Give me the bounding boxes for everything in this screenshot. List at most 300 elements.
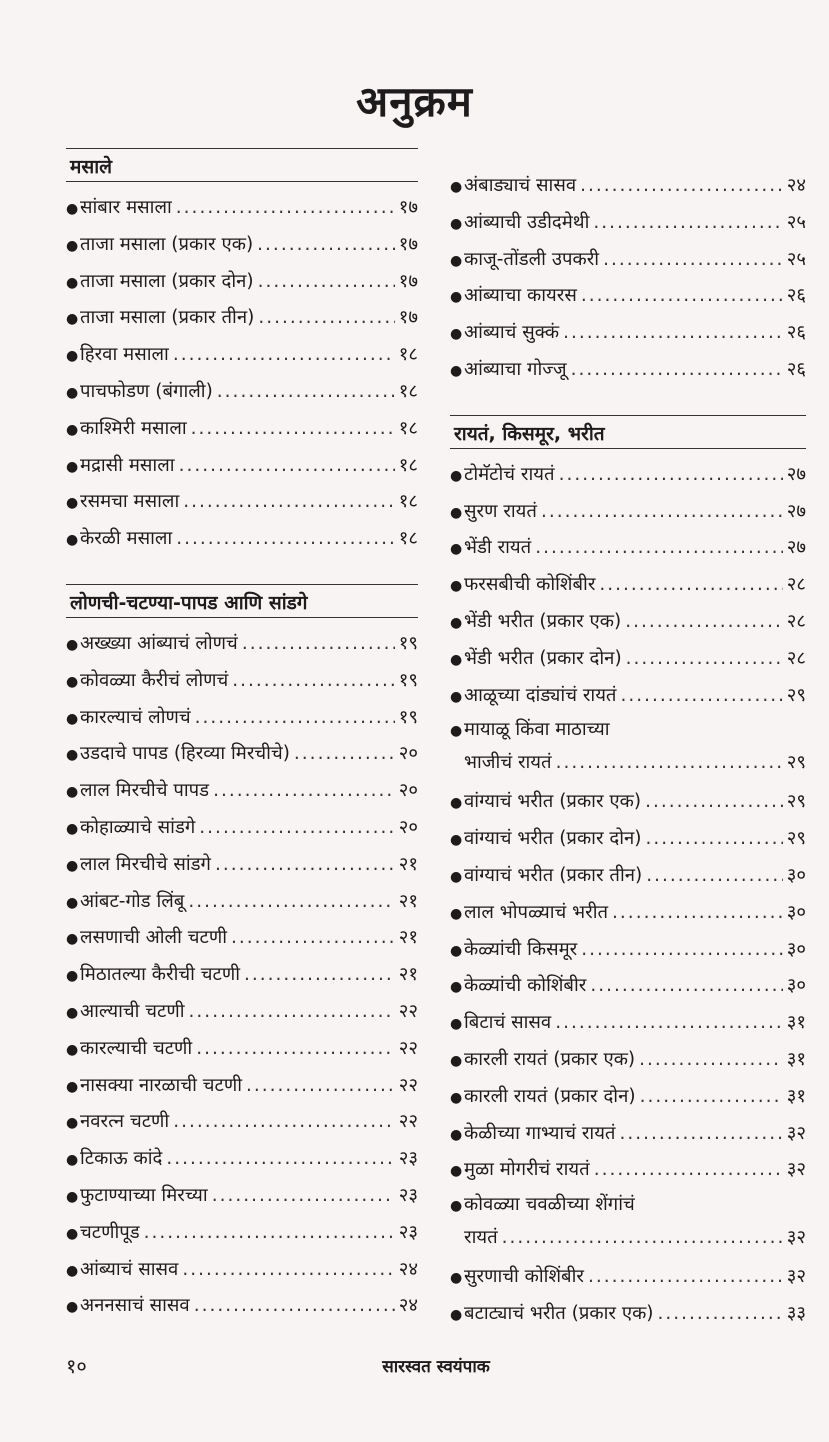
dot-leader bbox=[244, 957, 395, 994]
toc-entry[interactable] bbox=[450, 1152, 806, 1189]
toc-entry[interactable] bbox=[66, 448, 418, 485]
toc-entry[interactable] bbox=[66, 337, 418, 374]
entry-page-number: १८ bbox=[398, 454, 418, 476]
bullet-icon: ● bbox=[450, 905, 463, 922]
entry-title: फुटाण्याच्या मिरच्या bbox=[80, 1184, 208, 1206]
right-column bbox=[450, 168, 806, 1333]
entry-page-number: २५ bbox=[786, 211, 806, 233]
dot-leader bbox=[581, 278, 783, 315]
toc-entry[interactable] bbox=[66, 484, 418, 521]
entry-page-number: १७ bbox=[398, 233, 418, 255]
toc-entry[interactable] bbox=[450, 1005, 806, 1042]
entry-page-number: ३१ bbox=[786, 1085, 806, 1107]
entry-title: कोहाळ्याचे सांडगे bbox=[80, 816, 196, 838]
section-spacer bbox=[66, 558, 418, 584]
bullet-icon: ● bbox=[66, 1188, 79, 1205]
toc-entry[interactable] bbox=[450, 1189, 806, 1259]
entry-title: नवरत्न चटणी bbox=[80, 1111, 170, 1133]
dot-leader bbox=[217, 374, 395, 411]
left-column bbox=[66, 148, 418, 1325]
entry-title: केळीच्या गाभ्याचं रायतं bbox=[464, 1122, 616, 1144]
dot-leader bbox=[194, 1288, 395, 1325]
bullet-icon: ● bbox=[66, 636, 79, 653]
toc-entry[interactable] bbox=[450, 530, 806, 567]
entry-title: बटाट्याचं भरीत (प्रकार एक) bbox=[464, 1302, 654, 1324]
dot-leader bbox=[646, 858, 783, 895]
entry-title: सुरणाची कोशिंबीर bbox=[464, 1266, 584, 1288]
bullet-icon: ● bbox=[66, 348, 79, 365]
entry-title: आंब्याची उडीदमेथी bbox=[464, 211, 590, 233]
entry-page-number: १८ bbox=[398, 380, 418, 402]
entry-title-continued: रायतं bbox=[464, 1227, 498, 1249]
entry-title: मुळा मोगरीचं रायतं bbox=[464, 1159, 590, 1181]
toc-entry[interactable] bbox=[66, 1288, 418, 1325]
book-title: सारस्वत स्वयंपाक bbox=[382, 1357, 490, 1377]
bullet-icon: ● bbox=[450, 1052, 463, 1069]
bullet-icon: ● bbox=[66, 1262, 79, 1279]
entry-title: लाल भोपळ्याचं भरीत bbox=[464, 901, 609, 923]
dot-leader bbox=[555, 1005, 783, 1042]
toc-entry[interactable] bbox=[450, 858, 806, 895]
toc-entry[interactable] bbox=[66, 374, 418, 411]
entry-page-number: २३ bbox=[398, 1148, 418, 1170]
entry-title: पाचफोडण (बंगाली) bbox=[80, 380, 213, 402]
entry-title: कोवळ्या कैरीचं लोणचं bbox=[80, 669, 229, 691]
entry-page-number: २८ bbox=[786, 647, 806, 669]
entry-title: उडदाचे पापड (हिरव्या मिरचीचे) bbox=[80, 743, 290, 765]
entry-page-number: २३ bbox=[398, 1221, 418, 1243]
entry-page-number: १९ bbox=[398, 632, 418, 654]
bullet-icon: ● bbox=[66, 532, 79, 549]
page-number: १० bbox=[66, 1354, 87, 1378]
bullet-icon: ● bbox=[450, 578, 463, 595]
entry-title: केळ्यांची किसमूर bbox=[464, 938, 578, 960]
dot-leader bbox=[646, 821, 783, 858]
bullet-icon: ● bbox=[450, 326, 463, 343]
dot-leader bbox=[603, 242, 783, 279]
bullet-icon: ● bbox=[66, 1004, 79, 1021]
page-title: अनुक्रम bbox=[356, 77, 473, 126]
entry-title: हिरवा मसाला bbox=[80, 344, 169, 366]
entry-title: भेंडी भरीत (प्रकार एक) bbox=[464, 610, 622, 632]
dot-leader bbox=[556, 747, 783, 779]
entry-page-number: २४ bbox=[398, 1295, 418, 1317]
entry-page-number: २८ bbox=[786, 574, 806, 596]
entry-title: केरळी मसाला bbox=[80, 528, 173, 550]
toc-entry[interactable] bbox=[66, 700, 418, 737]
toc-entry[interactable] bbox=[450, 784, 806, 821]
toc-entry[interactable] bbox=[450, 678, 806, 715]
toc-entry[interactable] bbox=[450, 205, 806, 242]
toc-entry[interactable] bbox=[450, 168, 806, 205]
bullet-icon: ● bbox=[66, 1299, 79, 1316]
bullet-icon: ● bbox=[66, 311, 79, 328]
bullet-icon: ● bbox=[66, 495, 79, 512]
entry-title: आंब्याचं सासव bbox=[80, 1258, 179, 1280]
bullet-icon: ● bbox=[66, 931, 79, 948]
bullet-icon: ● bbox=[450, 688, 463, 705]
entry-page-number: २१ bbox=[398, 890, 418, 912]
entry-page-number: २९ bbox=[786, 752, 806, 774]
entry-page-number: ३० bbox=[786, 864, 806, 886]
dot-leader bbox=[620, 678, 782, 715]
entry-title: आंब्याचं सुक्कं bbox=[464, 322, 560, 344]
entry-title: आंब्याचा कायरस bbox=[464, 285, 577, 307]
dot-leader bbox=[195, 700, 395, 737]
entry-page-number: २० bbox=[398, 780, 418, 802]
dot-leader bbox=[619, 1116, 782, 1153]
toc-entry[interactable] bbox=[450, 895, 806, 932]
entry-page-number: ३२ bbox=[786, 1159, 806, 1181]
bullet-icon: ● bbox=[450, 1016, 463, 1033]
dot-leader bbox=[212, 1178, 395, 1215]
dot-leader bbox=[593, 205, 782, 242]
dot-leader bbox=[645, 784, 783, 821]
dot-leader bbox=[189, 994, 395, 1031]
entry-title: सांबार मसाला bbox=[80, 197, 172, 218]
bullet-icon: ● bbox=[450, 1270, 463, 1287]
bullet-icon: ● bbox=[66, 458, 79, 475]
bullet-icon: ● bbox=[66, 820, 79, 837]
bullet-icon: ● bbox=[450, 614, 463, 631]
toc-entry[interactable] bbox=[66, 264, 418, 301]
toc-entry[interactable] bbox=[66, 773, 418, 810]
dot-leader bbox=[173, 1104, 395, 1141]
toc-entry[interactable] bbox=[450, 1259, 806, 1296]
entry-title: रसमचा मसाला bbox=[80, 491, 180, 513]
toc-entry[interactable] bbox=[66, 847, 418, 884]
bullet-icon: ● bbox=[450, 832, 463, 849]
entry-page-number: १७ bbox=[398, 307, 418, 329]
dot-leader bbox=[625, 604, 783, 641]
entry-title: काश्मिरी मसाला bbox=[80, 417, 187, 439]
bullet-icon: ● bbox=[450, 1163, 463, 1180]
entry-page-number: २२ bbox=[398, 1037, 418, 1059]
dot-leader bbox=[258, 264, 395, 301]
dot-leader bbox=[182, 1252, 394, 1289]
dot-leader bbox=[559, 457, 783, 494]
entry-page-number: २९ bbox=[786, 828, 806, 850]
bullet-icon: ● bbox=[66, 857, 79, 874]
dot-leader bbox=[246, 1068, 395, 1105]
entry-title: मद्रासी मसाला bbox=[80, 454, 175, 476]
toc-entry[interactable] bbox=[66, 1215, 418, 1252]
section-heading: रायतं, किसमूर, भरीत bbox=[450, 416, 806, 449]
entry-title: काजू-तोंडली उपकरी bbox=[464, 248, 600, 270]
entry-title: कारल्याचं लोणचं bbox=[80, 706, 191, 728]
dot-leader bbox=[213, 773, 395, 810]
dot-leader bbox=[191, 411, 395, 448]
bullet-icon: ● bbox=[66, 1115, 79, 1132]
dot-leader bbox=[188, 884, 394, 921]
toc-entry[interactable] bbox=[450, 1079, 806, 1116]
entry-page-number: २२ bbox=[398, 1074, 418, 1096]
toc-entry[interactable] bbox=[450, 968, 806, 1005]
bullet-icon: ● bbox=[66, 747, 79, 764]
toc-entry[interactable] bbox=[450, 932, 806, 969]
dot-leader bbox=[626, 641, 783, 678]
dot-leader bbox=[176, 190, 395, 227]
entry-page-number: २१ bbox=[398, 927, 418, 949]
entry-page-number: ३० bbox=[786, 975, 806, 997]
toc-entry[interactable] bbox=[66, 521, 418, 558]
entry-title: आल्याची चटणी bbox=[80, 1000, 185, 1022]
toc-entry[interactable] bbox=[66, 227, 418, 264]
bullet-icon: ● bbox=[450, 1089, 463, 1106]
toc-entry[interactable] bbox=[450, 352, 806, 389]
toc-entry[interactable] bbox=[66, 190, 418, 227]
bullet-icon: ● bbox=[66, 968, 79, 985]
bullet-icon: ● bbox=[450, 289, 463, 306]
toc-entry[interactable] bbox=[66, 1104, 418, 1141]
dot-leader bbox=[541, 494, 783, 531]
bullet-icon: ● bbox=[450, 795, 463, 812]
bullet-icon: ● bbox=[66, 274, 79, 291]
entry-page-number: ३२ bbox=[786, 1227, 806, 1249]
dot-leader bbox=[590, 968, 782, 1005]
entry-title: कारली रायतं (प्रकार दोन) bbox=[464, 1085, 636, 1107]
toc-entry[interactable] bbox=[66, 300, 418, 337]
toc-entry-line bbox=[450, 1189, 806, 1222]
bullet-icon: ● bbox=[450, 942, 463, 959]
dot-leader bbox=[580, 168, 783, 205]
entry-page-number: २६ bbox=[786, 285, 806, 307]
dot-leader bbox=[144, 1215, 395, 1252]
bullet-icon: ● bbox=[450, 215, 463, 232]
entry-title: लाल मिरचीचे सांडगे bbox=[80, 853, 211, 875]
dot-leader bbox=[294, 736, 395, 773]
toc-entry[interactable] bbox=[450, 242, 806, 279]
entry-page-number: २६ bbox=[786, 358, 806, 380]
bullet-icon: ● bbox=[450, 868, 463, 885]
bullet-icon: ● bbox=[450, 723, 463, 740]
dot-leader bbox=[612, 895, 783, 932]
entry-title: ताजा मसाला (प्रकार एक) bbox=[80, 233, 254, 255]
dot-leader bbox=[257, 227, 395, 264]
entry-page-number: २७ bbox=[786, 537, 806, 559]
bullet-icon: ● bbox=[66, 673, 79, 690]
entry-page-number: २५ bbox=[786, 248, 806, 270]
section-heading: मसाले bbox=[66, 149, 418, 182]
entry-title: वांग्याचं भरीत (प्रकार दोन) bbox=[464, 828, 642, 850]
entry-title: नासक्या नारळाची चटणी bbox=[80, 1074, 243, 1096]
entry-page-number: १८ bbox=[398, 344, 418, 366]
entry-title: बिटाचं सासव bbox=[464, 1012, 552, 1034]
bullet-icon: ● bbox=[450, 252, 463, 269]
bullet-icon: ● bbox=[450, 651, 463, 668]
bullet-icon: ● bbox=[450, 504, 463, 521]
entry-page-number: ३२ bbox=[786, 1266, 806, 1288]
entry-title: केळ्यांची कोशिंबीर bbox=[464, 975, 587, 997]
bullet-icon: ● bbox=[66, 1225, 79, 1242]
entry-title: आंबट-गोड लिंबू bbox=[80, 890, 185, 912]
entry-page-number: २१ bbox=[398, 853, 418, 875]
bullet-icon: ● bbox=[66, 421, 79, 438]
dot-leader bbox=[594, 1152, 783, 1189]
entry-title-continued: भाजीचं रायतं bbox=[464, 752, 552, 774]
dot-leader bbox=[639, 1042, 783, 1079]
bullet-icon: ● bbox=[450, 179, 463, 195]
entry-title: कारल्याची चटणी bbox=[80, 1037, 193, 1059]
entry-page-number: २२ bbox=[398, 1000, 418, 1022]
dot-leader bbox=[242, 626, 395, 663]
dot-leader bbox=[258, 300, 394, 337]
entry-page-number: ३१ bbox=[786, 1048, 806, 1070]
entry-title: वांग्याचं भरीत (प्रकार तीन) bbox=[464, 864, 643, 886]
bullet-icon: ● bbox=[450, 1306, 463, 1323]
entry-title: आंब्याचा गोज्जू bbox=[464, 358, 567, 380]
entry-title: आळूच्या दांड्यांचं रायतं bbox=[464, 684, 617, 706]
entry-page-number: २४ bbox=[398, 1258, 418, 1280]
entry-page-number: २० bbox=[398, 743, 418, 765]
entry-page-number: १८ bbox=[398, 528, 418, 550]
dot-leader bbox=[588, 1259, 783, 1296]
entry-title: अख्ख्या आंब्याचं लोणचं bbox=[80, 632, 238, 654]
dot-leader bbox=[179, 448, 395, 485]
entry-page-number: १७ bbox=[398, 270, 418, 292]
dot-leader bbox=[640, 1079, 783, 1116]
bullet-icon: ● bbox=[66, 1041, 79, 1058]
entry-page-number: ३० bbox=[786, 938, 806, 960]
toc-entry-line bbox=[450, 1222, 806, 1254]
entry-page-number: २७ bbox=[786, 500, 806, 522]
bullet-icon: ● bbox=[450, 467, 463, 484]
dot-leader bbox=[196, 1031, 395, 1068]
bullet-icon: ● bbox=[450, 979, 463, 996]
entry-title: मिठातल्या कैरीची चटणी bbox=[80, 964, 241, 986]
entry-title: टोमॅटोचं रायतं bbox=[464, 463, 555, 485]
entry-page-number: ३० bbox=[786, 901, 806, 923]
dot-leader bbox=[502, 1222, 783, 1254]
bullet-icon: ● bbox=[66, 237, 79, 254]
bullet-icon: ● bbox=[450, 1198, 463, 1215]
entry-title: कारली रायतं (प्रकार एक) bbox=[464, 1048, 636, 1070]
entry-page-number: १७ bbox=[398, 197, 418, 218]
dot-leader bbox=[232, 663, 394, 700]
section-spacer bbox=[450, 389, 806, 415]
entry-page-number: १९ bbox=[398, 706, 418, 728]
toc-entry[interactable] bbox=[450, 1296, 806, 1333]
toc-entry[interactable] bbox=[66, 920, 418, 957]
entry-page-number: ३२ bbox=[786, 1122, 806, 1144]
entry-page-number: ३१ bbox=[786, 1012, 806, 1034]
dot-leader bbox=[199, 810, 394, 847]
entry-page-number: २९ bbox=[786, 791, 806, 813]
toc-entry[interactable] bbox=[450, 494, 806, 531]
toc-entry[interactable] bbox=[66, 1141, 418, 1178]
entry-page-number: १८ bbox=[398, 417, 418, 439]
section-heading: लोणची-चटण्या-पापड आणि सांडगे bbox=[66, 585, 418, 618]
entry-page-number: २४ bbox=[786, 175, 806, 196]
entry-title: लसणाची ओली चटणी bbox=[80, 927, 228, 949]
dot-leader bbox=[563, 315, 783, 352]
entry-page-number: १८ bbox=[398, 491, 418, 513]
toc-entry-line bbox=[450, 714, 806, 747]
bullet-icon: ● bbox=[66, 710, 79, 727]
entry-title: वांग्याचं भरीत (प्रकार एक) bbox=[464, 791, 642, 813]
bullet-icon: ● bbox=[66, 1152, 79, 1169]
dot-leader bbox=[658, 1296, 783, 1333]
entry-title: कोवळ्या चवळीच्या शेंगांचं bbox=[464, 1194, 635, 1216]
toc-entry[interactable] bbox=[66, 626, 418, 663]
entry-title: मायाळू किंवा माठाच्या bbox=[464, 719, 610, 741]
entry-page-number: २२ bbox=[398, 1111, 418, 1133]
entry-title: भेंडी रायतं bbox=[464, 537, 532, 559]
toc-entry[interactable] bbox=[450, 604, 806, 641]
bullet-icon: ● bbox=[66, 201, 79, 217]
entry-page-number: २३ bbox=[398, 1184, 418, 1206]
toc-entry[interactable] bbox=[66, 884, 418, 921]
entry-title: भेंडी भरीत (प्रकार दोन) bbox=[464, 647, 622, 669]
toc-entry[interactable] bbox=[450, 278, 806, 315]
toc-entry[interactable] bbox=[66, 736, 418, 773]
dot-leader bbox=[581, 932, 783, 969]
entry-page-number: २८ bbox=[786, 610, 806, 632]
bullet-icon: ● bbox=[66, 894, 79, 911]
dot-leader bbox=[176, 521, 395, 558]
toc-entry[interactable] bbox=[450, 457, 806, 494]
entry-title: सुरण रायतं bbox=[464, 500, 537, 522]
dot-leader bbox=[215, 847, 395, 884]
dot-leader bbox=[173, 337, 395, 374]
dot-leader bbox=[183, 484, 394, 521]
entry-title: अननसाचं सासव bbox=[80, 1295, 190, 1317]
entry-title: लाल मिरचीचे पापड bbox=[80, 780, 210, 802]
toc-entry[interactable] bbox=[66, 1252, 418, 1289]
toc-entry[interactable] bbox=[66, 663, 418, 700]
entry-page-number: २० bbox=[398, 816, 418, 838]
bullet-icon: ● bbox=[66, 1078, 79, 1095]
dot-leader bbox=[599, 567, 782, 604]
toc-entry[interactable] bbox=[66, 1068, 418, 1105]
entry-page-number: २९ bbox=[786, 684, 806, 706]
entry-page-number: १९ bbox=[398, 669, 418, 691]
entry-title: चटणीपूड bbox=[80, 1221, 140, 1243]
dot-leader bbox=[166, 1141, 394, 1178]
toc-entry[interactable] bbox=[450, 714, 806, 784]
toc-entry[interactable] bbox=[66, 957, 418, 994]
entry-page-number: २१ bbox=[398, 964, 418, 986]
bullet-icon: ● bbox=[450, 362, 463, 379]
toc-entry-line bbox=[450, 747, 806, 779]
toc-entry[interactable] bbox=[66, 1178, 418, 1215]
toc-entry[interactable] bbox=[66, 810, 418, 847]
dot-leader bbox=[535, 530, 783, 567]
entry-page-number: ३३ bbox=[786, 1302, 806, 1324]
toc-entry[interactable] bbox=[450, 641, 806, 678]
toc-entry[interactable] bbox=[450, 821, 806, 858]
toc-entry[interactable] bbox=[66, 411, 418, 448]
entry-title: ताजा मसाला (प्रकार तीन) bbox=[80, 307, 255, 329]
entry-title: टिकाऊ कांदे bbox=[80, 1148, 163, 1170]
toc-entry[interactable] bbox=[450, 1042, 806, 1079]
toc-entry[interactable] bbox=[450, 315, 806, 352]
toc-entry[interactable] bbox=[450, 1116, 806, 1153]
entry-title: ताजा मसाला (प्रकार दोन) bbox=[80, 270, 254, 292]
toc-entry[interactable] bbox=[66, 994, 418, 1031]
bullet-icon: ● bbox=[66, 784, 79, 801]
bullet-icon: ● bbox=[66, 384, 79, 401]
dot-leader bbox=[571, 352, 783, 389]
toc-entry[interactable] bbox=[66, 1031, 418, 1068]
toc-entry[interactable] bbox=[450, 567, 806, 604]
bullet-icon: ● bbox=[450, 1126, 463, 1143]
entry-title: फरसबीची कोशिंबीर bbox=[464, 574, 596, 596]
entry-title: अंबाड्याचं सासव bbox=[464, 175, 577, 196]
dot-leader bbox=[231, 920, 395, 957]
bullet-icon: ● bbox=[450, 541, 463, 558]
entry-page-number: २६ bbox=[786, 322, 806, 344]
